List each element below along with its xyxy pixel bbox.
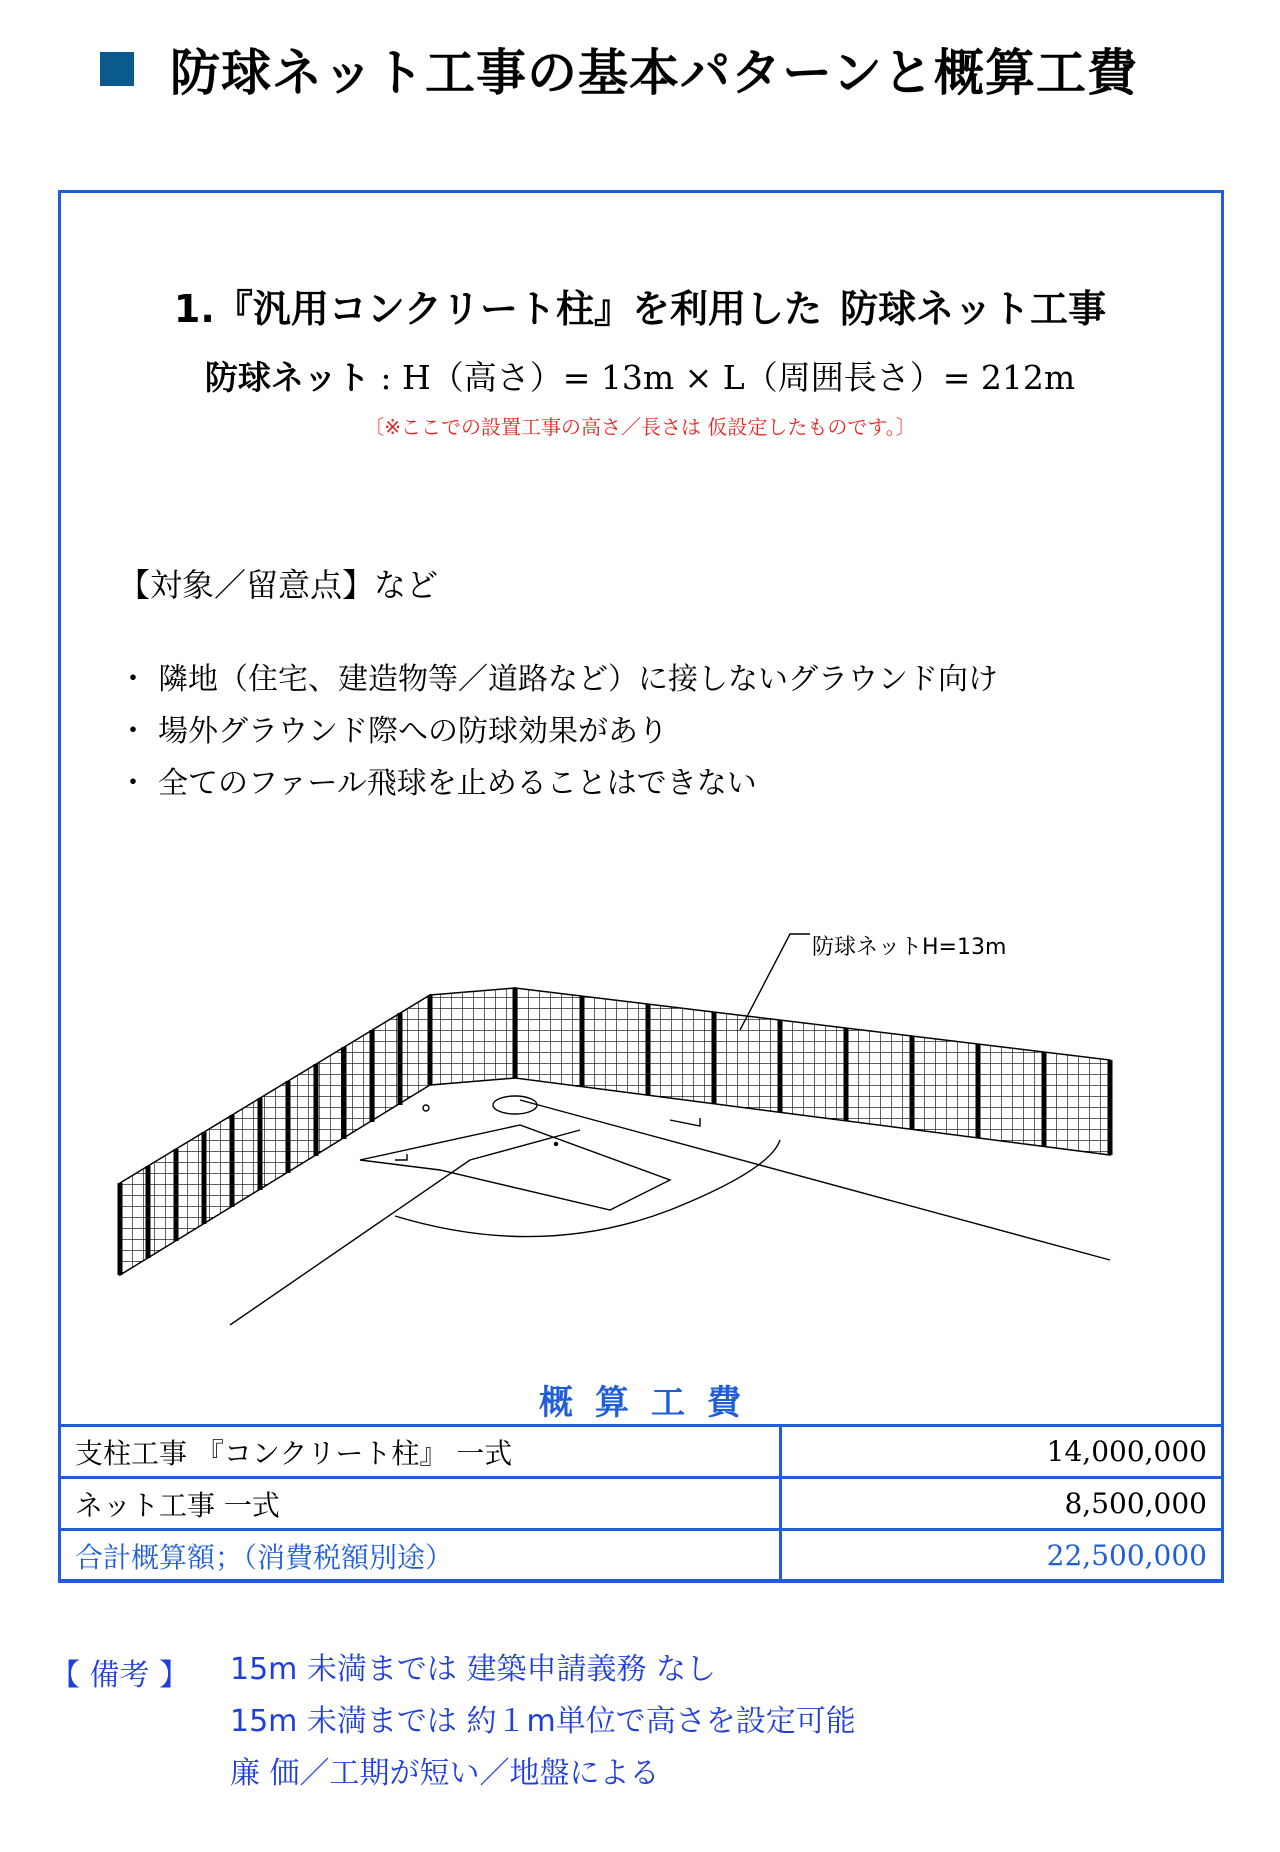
remarks-label: 【 備考 】 [50, 1658, 190, 1693]
list-item: 廉 価／工期が短い／地盤による [230, 1756, 660, 1791]
section-title-main: 『汎用コンクリート柱』を利用した [214, 287, 823, 331]
section-number: 1. [173, 287, 215, 331]
bullet-icon: ・ [118, 714, 148, 749]
net-height-label: 防球ネットH=13m [812, 935, 1007, 960]
list-item [118, 712, 998, 764]
total-label: 合計概算額；（消費税額別途） [60, 1530, 781, 1582]
table-row [60, 1426, 1223, 1478]
point-text: 場外グラウンド際への防球効果があり [158, 714, 668, 749]
spec-label: 防球ネット [204, 358, 370, 397]
title-square-icon [100, 52, 134, 86]
page-title [100, 38, 1138, 100]
cost-table [58, 1424, 1224, 1583]
total-amount: 22,500,000 [781, 1530, 1223, 1582]
spec-line [0, 352, 1280, 399]
page-title-text: 防球ネット工事の基本パターンと概算工費 [170, 44, 1138, 102]
fence-illustration [110, 920, 1190, 1340]
list-item [118, 764, 998, 816]
net-panel-corner [430, 988, 515, 1085]
list-item: 15m 未満までは 約１m単位で高さを設定可能 [230, 1704, 856, 1739]
spec-value: : H（高さ）= 13m × L（周囲長さ）= 212m [380, 358, 1076, 397]
point-text: 隣地（住宅、建造物等／道路など）に接しないグラウンド向け [158, 662, 998, 697]
points-list [118, 660, 998, 816]
section-title [0, 278, 1280, 333]
cost-heading: 概算工費 [539, 1383, 763, 1423]
section-title-suffix: 防球ネット工事 [840, 287, 1107, 331]
cost-item: ネット工事 一式 [60, 1478, 781, 1530]
net-panel-right [515, 988, 1110, 1155]
bullet-icon: ・ [118, 766, 148, 801]
list-item: 15m 未満までは 建築申請義務 なし [230, 1652, 717, 1687]
cost-amount: 8,500,000 [781, 1478, 1223, 1530]
table-row [60, 1478, 1223, 1530]
cost-amount: 14,000,000 [781, 1426, 1223, 1478]
cost-item: 支柱工事 『コンクリート柱』 一式 [60, 1426, 781, 1478]
net-panel-left [120, 995, 430, 1275]
list-item [118, 660, 998, 712]
points-heading: 【対象／留意点】など [118, 566, 439, 604]
point-text: 全てのファール飛球を止めることはできない [158, 766, 757, 801]
remarks-list [230, 1650, 856, 1806]
bullet-icon: ・ [118, 662, 148, 697]
total-row [60, 1530, 1223, 1582]
label-leader-line [740, 934, 810, 1030]
assumption-note: 〔※ここでの設置工事の高さ／長さは 仮設定したものです。〕 [364, 415, 916, 439]
